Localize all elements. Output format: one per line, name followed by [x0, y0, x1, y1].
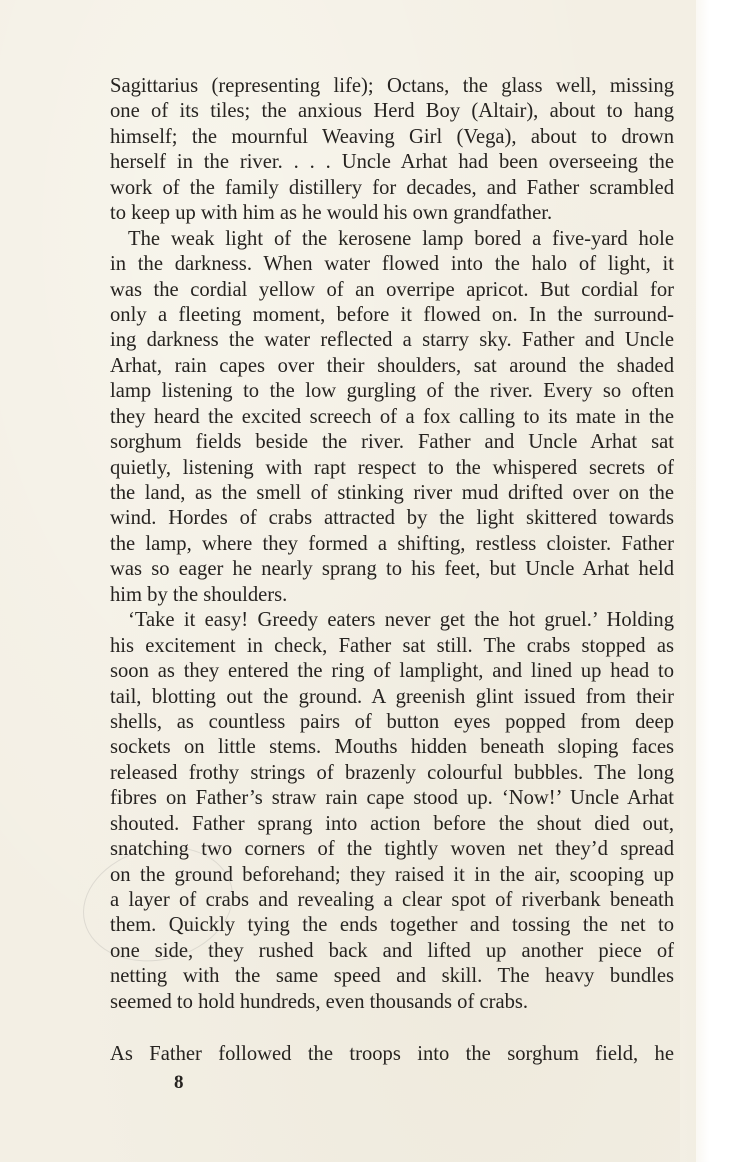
text-line: them. Quickly tying the ends together and tossing the net to — [110, 914, 674, 937]
text-line: Sagittarius (representing life); Octans, the glass well, missing — [110, 75, 674, 97]
text-line: the lamp, where they formed a shifting, restless cloister. Father — [110, 532, 674, 555]
text-line: lamp listening to the low gurgling of the river. Every so often — [110, 380, 674, 403]
paragraph — [110, 608, 674, 1015]
text-line: netting with the same speed and skill. The heavy bundles — [110, 965, 674, 988]
text-line: a layer of crabs and revealing a clear spot of riverbank beneath — [110, 889, 674, 911]
text-line: was the cordial yellow of an overripe apricot. But cordial for — [110, 278, 674, 301]
page-number: 8 — [174, 1072, 184, 1093]
text-line: his excitement in check, Father sat still. The crabs stopped as — [110, 634, 674, 657]
text-line: sorghum fields beside the river. Father and Uncle Arhat sat — [110, 431, 674, 454]
paragraph — [110, 227, 674, 609]
text-line: on the ground beforehand; they raised it in the air, scooping up — [110, 863, 674, 886]
text-line: shouted. Father sprang into action before the shout died out, — [110, 812, 674, 835]
text-line: released frothy strings of brazenly colourful bubbles. The long — [110, 761, 674, 784]
text-line: fibres on Father’s straw rain cape stood up. ‘Now!’ Uncle Arhat — [110, 787, 674, 810]
text-line: work of the family distillery for decades, and Father scrambled — [110, 176, 674, 199]
text-line: herself in the river. . . . Uncle Arhat had been overseeing the — [110, 151, 674, 174]
text-line: sockets on little stems. Mouths hidden beneath sloping faces — [110, 736, 674, 759]
body-text — [110, 74, 674, 1068]
paragraph — [110, 1042, 674, 1067]
text-line: ‘Take it easy! Greedy eaters never get the hot gruel.’ Holding — [128, 609, 674, 632]
paragraph — [110, 74, 674, 227]
text-line: in the darkness. When water flowed into the halo of light, it — [110, 253, 674, 276]
text-line: the land, as the smell of stinking river mud drifted over on the — [110, 482, 674, 504]
text-line: one of its tiles; the anxious Herd Boy (Altair), about to hang — [110, 100, 674, 123]
text-line: only a fleeting moment, before it flowed on. In the surround- — [110, 303, 674, 326]
text-line: to keep up with him as he would his own grandfather. — [110, 202, 553, 225]
text-line: soon as they entered the ring of lamplight, and lined up head to — [110, 660, 674, 683]
text-line: snatching two corners of the tightly woven net they’d spread — [110, 838, 674, 861]
text-line: was so eager he nearly sprang to his feet, but Uncle Arhat held — [110, 558, 674, 581]
text-line: shells, as countless pairs of button eyes popped from deep — [110, 710, 674, 733]
text-line: As Father followed the troops into the sorghum field, he — [110, 1043, 674, 1066]
text-line: himself; the mournful Weaving Girl (Vega), about to drown — [110, 125, 674, 148]
text-line: seemed to hold hundreds, even thousands of crabs. — [110, 990, 529, 1013]
section-break — [110, 1015, 674, 1042]
text-line: him by the shoulders. — [110, 583, 288, 606]
page-edge — [680, 0, 710, 1162]
text-line: The weak light of the kerosene lamp bored a five-yard hole — [128, 227, 674, 250]
text-line: tail, blotting out the ground. A greenish glint issued from their — [110, 685, 674, 708]
text-line: Arhat, rain capes over their shoulders, sat around the shaded — [110, 354, 674, 377]
text-line: quietly, listening with rapt respect to the whispered secrets of — [110, 456, 674, 479]
text-line: one side, they rushed back and lifted up another piece of — [110, 939, 674, 962]
text-line: they heard the excited screech of a fox calling to its mate in the — [110, 405, 674, 428]
text-line: ing darkness the water reflected a starry sky. Father and Uncle — [110, 329, 674, 352]
text-line: wind. Hordes of crabs attracted by the light skittered towards — [110, 507, 674, 530]
